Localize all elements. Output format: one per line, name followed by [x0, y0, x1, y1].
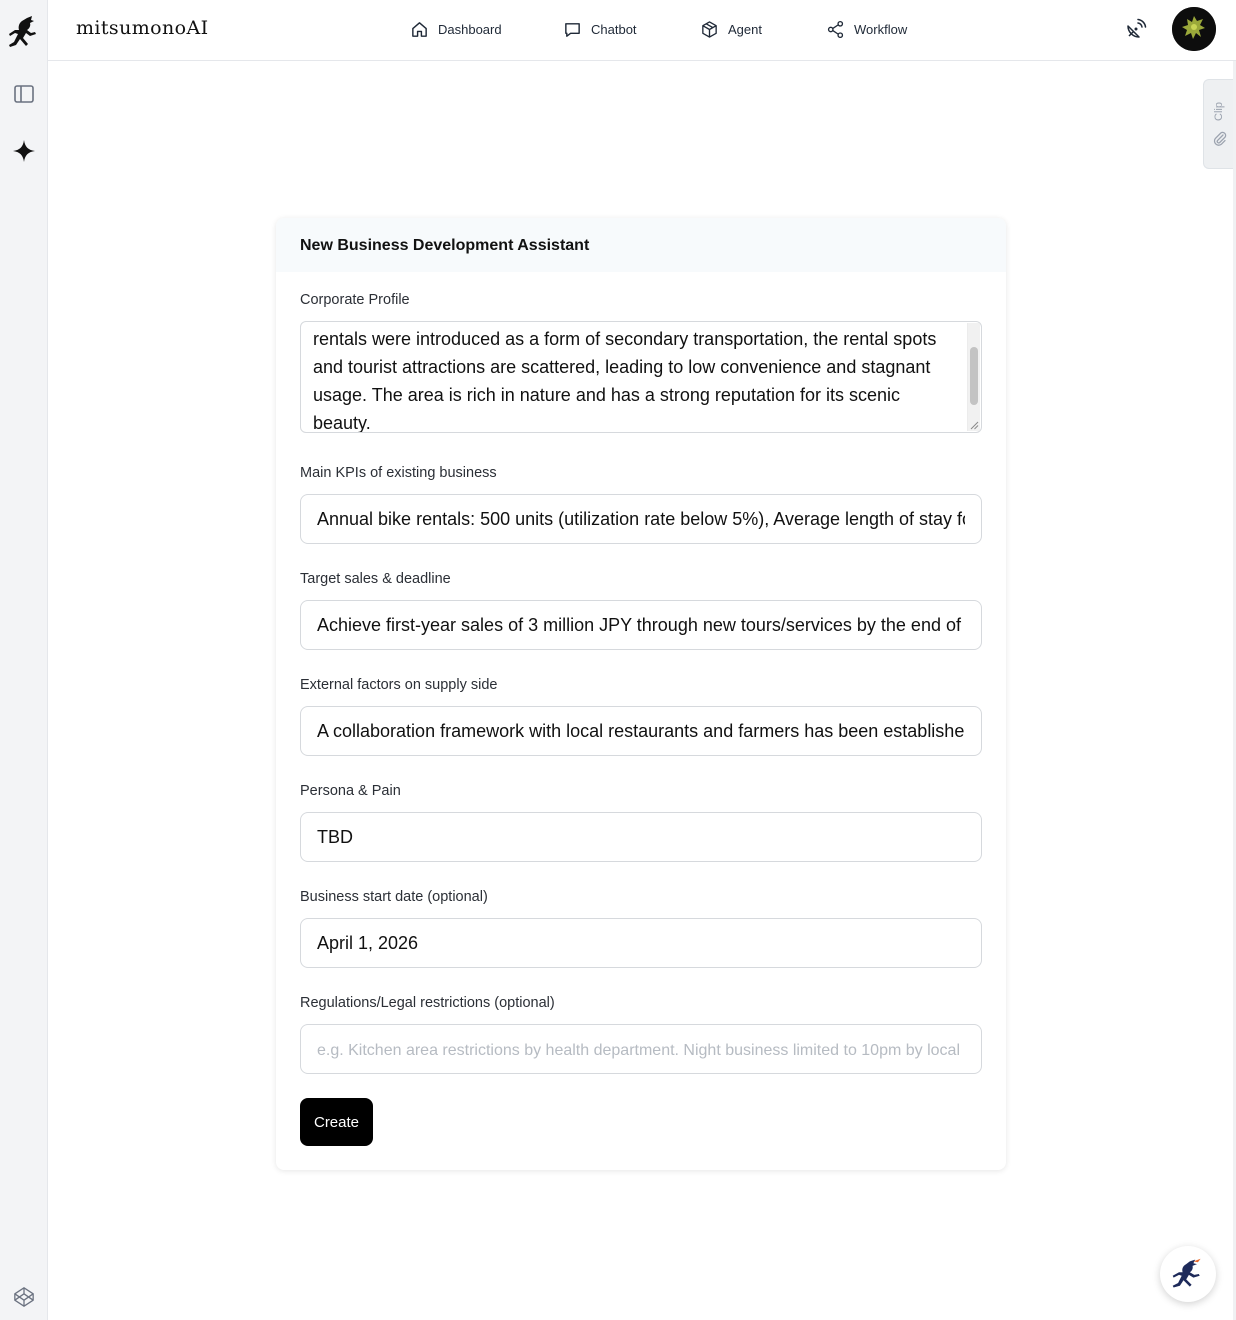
- kpis-label: Main KPIs of existing business: [300, 465, 497, 481]
- chat-bubble-icon: [563, 20, 582, 39]
- satellite-dish-icon[interactable]: [1124, 17, 1148, 41]
- ninja-assistant-icon: [1170, 1256, 1206, 1292]
- scrollbar-thumb[interactable]: [970, 347, 978, 405]
- persona-label: Persona & Pain: [300, 783, 401, 799]
- paperclip-icon: [1212, 130, 1228, 146]
- nav-label: Dashboard: [438, 21, 502, 37]
- ninja-logo-icon[interactable]: [8, 15, 40, 53]
- external-factors-input[interactable]: [300, 706, 982, 756]
- assistant-fab[interactable]: [1160, 1246, 1216, 1302]
- corporate-profile-textarea[interactable]: [300, 321, 982, 433]
- top-bar: [48, 0, 1236, 61]
- nav-agent[interactable]: [700, 17, 762, 41]
- regulations-label: Regulations/Legal restrictions (optional): [300, 995, 555, 1011]
- brand-name[interactable]: mitsumonoAI: [76, 17, 209, 39]
- textarea-scrollbar[interactable]: [967, 323, 980, 431]
- external-factors-label: External factors on supply side: [300, 677, 498, 693]
- user-avatar[interactable]: [1172, 7, 1216, 51]
- codepen-icon[interactable]: [10, 1283, 38, 1311]
- corporate-profile-label: Corporate Profile: [300, 292, 410, 308]
- sidebar-toggle-icon[interactable]: [10, 80, 38, 108]
- corporate-profile-text: rentals were introduced as a form of secondary transportation, the rental spots and tourist attractions are scattered, leading to low convenience and stagnant usage. The area is rich in nature and has a strong reputation for its scenic beauty.: [313, 329, 937, 433]
- target-input[interactable]: [300, 600, 982, 650]
- nav-label: Agent: [728, 21, 762, 37]
- left-rail: [0, 0, 48, 1320]
- start-date-label: Business start date (optional): [300, 889, 488, 905]
- cube-icon: [700, 20, 719, 39]
- create-button[interactable]: Create: [300, 1098, 373, 1146]
- target-label: Target sales & deadline: [300, 571, 451, 587]
- clip-tab[interactable]: [1203, 79, 1236, 169]
- nav-dashboard[interactable]: [410, 17, 502, 41]
- kpis-input[interactable]: [300, 494, 982, 544]
- regulations-input[interactable]: [300, 1024, 982, 1074]
- share-nodes-icon: [826, 20, 845, 39]
- resize-handle-icon[interactable]: [970, 421, 979, 430]
- home-icon: [410, 20, 429, 39]
- nav-label: Chatbot: [591, 21, 637, 37]
- nav-label: Workflow: [854, 21, 908, 37]
- form-title: New Business Development Assistant: [276, 218, 1006, 272]
- persona-input[interactable]: [300, 812, 982, 862]
- nav-chatbot[interactable]: [563, 17, 637, 41]
- clip-label: Clip: [1213, 102, 1225, 121]
- form-card: [276, 218, 1006, 1170]
- sparkle-icon[interactable]: [10, 137, 38, 165]
- nav-workflow[interactable]: [826, 17, 907, 41]
- start-date-input[interactable]: [300, 918, 982, 968]
